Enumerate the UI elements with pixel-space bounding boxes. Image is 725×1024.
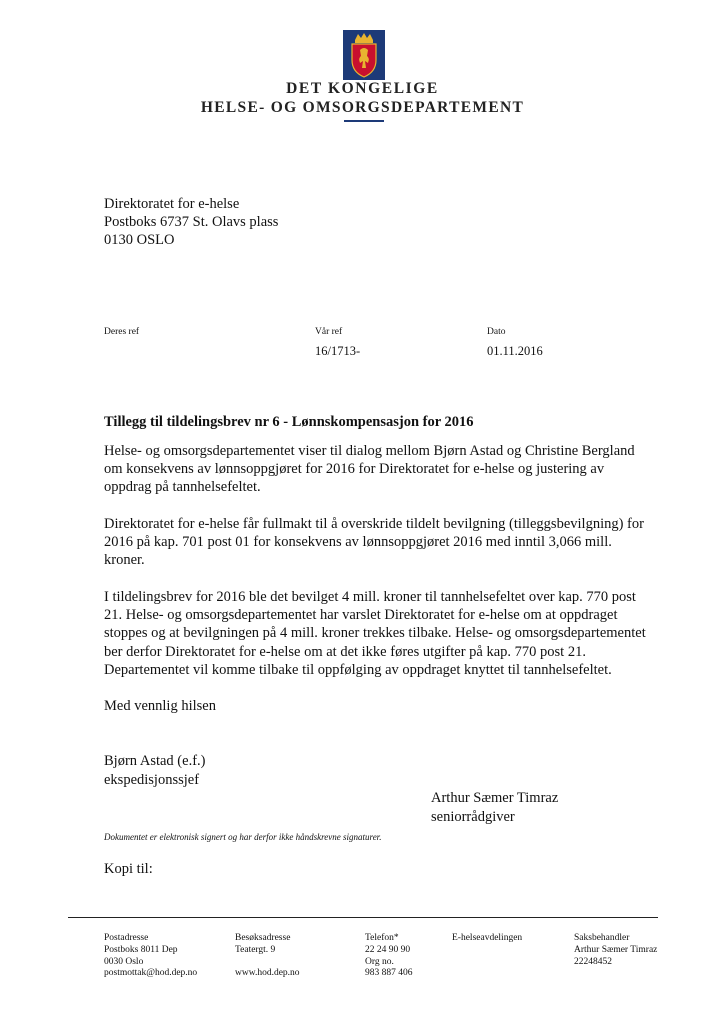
dato-label: Dato bbox=[487, 327, 506, 337]
header-underline bbox=[344, 120, 384, 122]
paragraph-line: om konsekvens av lønnsoppgjøret for 2016 for Direktoratet for e-helse og justering av bbox=[104, 461, 605, 478]
footer-value: 0030 Oslo bbox=[104, 956, 144, 967]
var-ref-value: 16/1713- bbox=[315, 344, 361, 358]
footer-divider bbox=[68, 917, 658, 918]
footer-label: Saksbehandler bbox=[574, 933, 630, 943]
footer-saksbehandler bbox=[574, 933, 657, 968]
ministry-header-line1: DET KONGELIGE bbox=[286, 80, 439, 97]
paragraph-line: Departementet vil komme tilbake til oppfølging av oppdraget knyttet til tannhelsefeltet. bbox=[104, 661, 612, 678]
footer-spacer bbox=[235, 957, 300, 969]
footer-value: Arthur Sæmer Timraz bbox=[574, 944, 658, 955]
signer-title: ekspedisjonssjef bbox=[104, 771, 200, 788]
footer-value: 22248452 bbox=[574, 956, 612, 967]
signer-title: seniorrådgiver bbox=[431, 808, 515, 825]
footer-email-link[interactable]: postmottak@hod.dep.no bbox=[104, 968, 198, 979]
paragraph-line: Direktoratet for e-helse får fullmakt til å overskride tildelt bevilgning (tilleggsbevilgning) for bbox=[104, 516, 644, 532]
footer-telefon bbox=[365, 933, 413, 980]
deres-ref-label: Deres ref bbox=[104, 327, 140, 337]
footer-value: 22 24 90 90 bbox=[365, 944, 411, 955]
paragraph-2 bbox=[104, 515, 664, 570]
kopi-label: Kopi til: bbox=[104, 861, 153, 877]
recipient-street: Postboks 6737 St. Olavs plass bbox=[104, 214, 279, 230]
letter-title: Tillegg til tildelingsbrev nr 6 - Lønnskompensasjon for 2016 bbox=[104, 414, 474, 430]
footer-value: 983 887 406 bbox=[365, 968, 413, 979]
paragraph-line: kroner. bbox=[104, 552, 145, 569]
paragraph-1 bbox=[104, 442, 664, 497]
footer-label: Telefon* bbox=[365, 933, 399, 943]
paragraph-line: 2016 på kap. 701 post 01 for konsekvens av lønnsoppgjøret 2016 med inntil 3,066 mill. bbox=[104, 534, 612, 551]
ministry-header-line2: HELSE- OG OMSORGSDEPARTEMENT bbox=[200, 99, 525, 116]
footer-besoksadresse bbox=[235, 933, 300, 980]
footer-label: Besøksadresse bbox=[235, 933, 291, 943]
recipient-postal: 0130 OSLO bbox=[104, 232, 175, 248]
paragraph-line: 21. Helse- og omsorgsdepartementet har varslet Direktoratet for e-helse om at oppdraget bbox=[104, 607, 618, 624]
closing-greeting: Med vennlig hilsen bbox=[104, 698, 216, 714]
var-ref-label: Vår ref bbox=[315, 327, 343, 337]
footer-value: Teatergt. 9 bbox=[235, 944, 276, 955]
dato-value: 01.11.2016 bbox=[487, 344, 543, 358]
electronic-signature-note: Dokumentet er elektronisk signert og har derfor ikke håndskrevne signaturer. bbox=[104, 832, 382, 842]
paragraph-line: stoppes og at bevilgningen på 4 mill. kroner trekkes tilbake. Helse- og omsorgsdepartementet bbox=[104, 625, 646, 642]
recipient-name: Direktoratet for e-helse bbox=[104, 196, 240, 212]
footer-label: Postadresse bbox=[104, 933, 149, 943]
signer-name: Bjørn Astad (e.f.) bbox=[104, 753, 206, 769]
signer-name: Arthur Sæmer Timraz bbox=[431, 790, 559, 806]
paragraph-line: I tildelingsbrev for 2016 ble det bevilget 4 mill. kroner til tannhelsefeltet over kap. 770 post bbox=[104, 589, 636, 605]
footer-website-link[interactable]: www.hod.dep.no bbox=[235, 968, 300, 979]
paragraph-line: ber derfor Direktoratet for e-helse om at det ikke føres utgifter på kap. 770 post 21. bbox=[104, 643, 586, 660]
signature-first bbox=[104, 752, 205, 789]
footer-value: Postboks 8011 Dep bbox=[104, 944, 178, 955]
signature-second bbox=[431, 789, 558, 826]
recipient-address bbox=[104, 195, 278, 249]
paragraph-line: oppdrag på tannhelsefeltet. bbox=[104, 479, 261, 496]
paragraph-3 bbox=[104, 588, 664, 679]
footer-label: E-helseavdelingen bbox=[452, 933, 523, 943]
coat-of-arms-logo bbox=[343, 30, 385, 80]
paragraph-line: Helse- og omsorgsdepartementet viser til dialog mellom Bjørn Astad og Christine Bergland bbox=[104, 443, 635, 459]
footer-avdeling bbox=[452, 933, 522, 945]
footer-value: Org no. bbox=[365, 956, 394, 967]
footer-postadresse bbox=[104, 933, 197, 980]
